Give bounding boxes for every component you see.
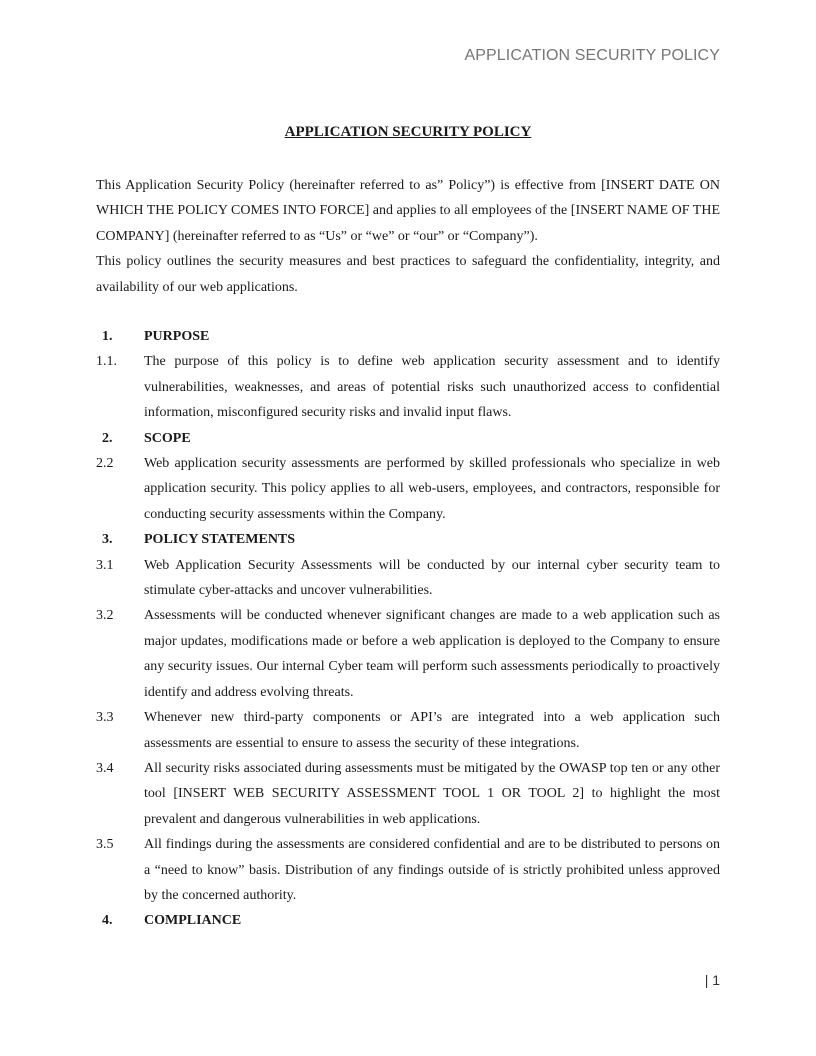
section-title: POLICY STATEMENTS: [144, 532, 296, 548]
clause-number: 3.1: [96, 557, 114, 573]
clause-text: All findings during the assessments are considered confidential and are to be distributed to persons on a “need to know” basis. Distribution of any findings outside of is strictly prohibited unless approved by the concerned authority.: [144, 837, 720, 903]
clause-text: Whenever new third-party components or API’s are integrated into a web application such assessments are essential to ensure to assess the security of these integrations.: [144, 710, 720, 751]
section-title: COMPLIANCE: [144, 913, 242, 929]
clause-number: 3.2: [96, 608, 114, 624]
clause-text: Assessments will be conducted whenever significant changes are made to a web application such as major updates, modifications made or before a web application is deployed to the Company to ensure any security issues. Our internal Cyber team will perform such assessments periodically to proactively identify and address evolving threats.: [144, 608, 720, 700]
page-number: | 1: [704, 972, 720, 988]
intro-paragraph: This policy outlines the security measures and best practices to safeguard the confidentiality, integrity, and availability of our web applications.: [96, 254, 720, 295]
section-heading-scope: [96, 426, 720, 451]
section-heading-compliance: [96, 908, 720, 933]
section-heading-policy-statements: [96, 527, 720, 552]
clause-text: All security risks associated during assessments must be mitigated by the OWASP top ten or any other tool [INSERT WEB SECURITY ASSESSMENT TOOL 1 OR TOOL 2] to highlight the most prevalent and dangerous vulnerabilities in web applications.: [144, 760, 720, 827]
section-number: 1.: [102, 329, 113, 344]
clause: [96, 451, 720, 527]
clause-number: 1.1.: [96, 354, 117, 370]
intro: [96, 173, 720, 300]
section-title: SCOPE: [144, 430, 191, 446]
section-number: 4.: [102, 913, 113, 929]
policy-sections: [96, 324, 720, 934]
page-header: APPLICATION SECURITY POLICY: [464, 47, 720, 64]
section-number: 2.: [102, 430, 113, 446]
clause-number: 2.2: [96, 456, 114, 472]
clause: [96, 832, 720, 908]
clause: [96, 349, 720, 425]
clause-text: Web Application Security Assessments will be conducted by our internal cyber security team to stimulate cyber-attacks and uncover vulnerabilities.: [144, 557, 720, 599]
clause: [96, 553, 720, 604]
clause-text: Web application security assessments are performed by skilled professionals who specialize in web application security. This policy applies to all web-users, employees, and contractors, responsible for conducting security assessments within the Company.: [144, 456, 720, 522]
intro-paragraph: This Application Security Policy (hereinafter referred to as” Policy”) is effective from [INSERT DATE ON WHICH THE POLICY COMES INTO FORCE] and applies to all employees of the [INSERT NAME OF THE COMPANY] (hereinafter referred to as “Us” or “we” or “our” or “Company”).: [96, 178, 720, 244]
clause: [96, 603, 720, 705]
clause-text: The purpose of this policy is to define web application security assessment and to identify vulnerabilities, weaknesses, and areas of potential risks such unauthorized access to confidential information, misconfigured security risks and invalid input flaws.: [144, 354, 720, 421]
section-title: PURPOSE: [144, 329, 210, 344]
clause: [96, 705, 720, 756]
clause-number: 3.5: [96, 837, 114, 853]
section-number: 3.: [102, 532, 113, 548]
document-title: APPLICATION SECURITY POLICY: [284, 124, 532, 140]
clause-number: 3.4: [96, 760, 114, 776]
section-heading-purpose: [96, 324, 720, 349]
clause: [96, 756, 720, 832]
clause-number: 3.3: [96, 710, 114, 726]
